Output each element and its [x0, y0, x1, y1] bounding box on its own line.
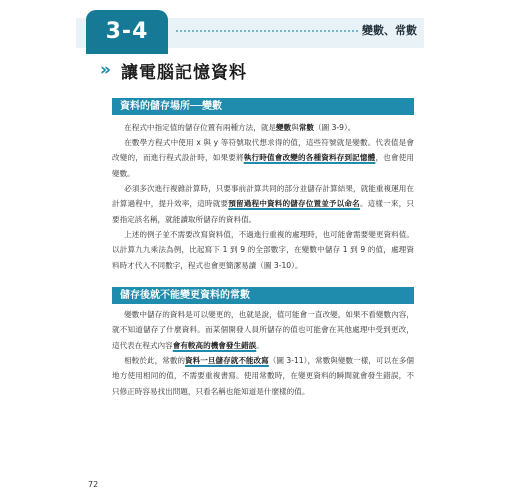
term-variable: 變數: [276, 123, 292, 132]
text-run: 。: [256, 340, 264, 350]
subheader-constants: 儲存後就不能變更資料的常數: [112, 287, 414, 304]
emphasis-underline: 資料一旦儲存就不能改寫: [185, 356, 269, 365]
running-title: 變數、常數: [362, 24, 417, 37]
text-run: 在程式中指定值的儲存位置有兩種方法，就是: [124, 123, 277, 132]
text-run: （圖 3-9）。: [314, 123, 356, 132]
section-heading: [100, 58, 247, 82]
double-chevron-icon: »: [100, 60, 111, 80]
term-constant: 常數: [298, 123, 314, 132]
paragraph-2: [112, 135, 414, 181]
text-run: 變數中儲存的資料是可以變更的，也就是說，值可能會一直改變，如果不看變數內容，就不知道儲存了什麼資料。而某個開發人員所儲存的值也可能會在其他處理中受到更改，這代表在程式內容: [112, 310, 414, 350]
emphasis-underline: 會有較高的機會發生錯誤: [172, 340, 257, 350]
text-run: 必須多次進行複雜計算時，只要事前計算共同的部分並儲存計算結果，就能重複運用在計算過程中，提升效率，這時就要: [112, 184, 414, 209]
emphasis-underline: 預留過程中資料的儲存位置並予以命名: [228, 199, 360, 209]
text-run: 相較於此，常數的: [124, 356, 186, 365]
emphasis-underline: 執行時值會改變的各種資料存到記憶體: [243, 153, 376, 163]
text-run: 在數學方程式中使用 x 與 y 等符號取代想求得的值，這些符號就是變數。代表值是會改變的，而進行程式設計時，如果要將: [112, 138, 414, 163]
paragraph-3: [112, 181, 414, 227]
paragraph-5: [112, 307, 414, 353]
text-run: 與: [291, 123, 299, 132]
paragraph-1: [112, 120, 414, 135]
paragraph-4: 上述的例子並不需要改寫資料值，不過進行重複的處理時，也可能會需要變更資料值。以計算九九乘法為例，比起寫下 1 到 9 的全部數字，在變數中儲存 1 到 9 的值，處理資料時才代入不同數字，程式也會更簡潔易讀（圖 3-10）。: [112, 230, 414, 270]
chapter-tab: 3-4: [86, 10, 168, 54]
text-run: ，也會使用變數。: [112, 153, 415, 178]
paragraph-6: [112, 353, 414, 399]
section-title: 讓電腦記憶資料: [120, 62, 247, 83]
header-dotted-rule: [176, 30, 358, 32]
page-number: 72: [88, 480, 99, 489]
text-run: （圖 3-11），常數與變數一樣，可以在多個地方使用相同的值，不需要重複書寫。使用常數時，在變更資料的瞬間就會發生錯誤，不只修正時容易找出問題，只看名稱也能知道是什麼樣的值。: [112, 356, 415, 396]
text-run: 。這樣一來，只要指定該名稱，就能讀取所儲存的資料值。: [112, 199, 415, 224]
subheader-variables: 資料的儲存場所──變數: [112, 98, 414, 115]
